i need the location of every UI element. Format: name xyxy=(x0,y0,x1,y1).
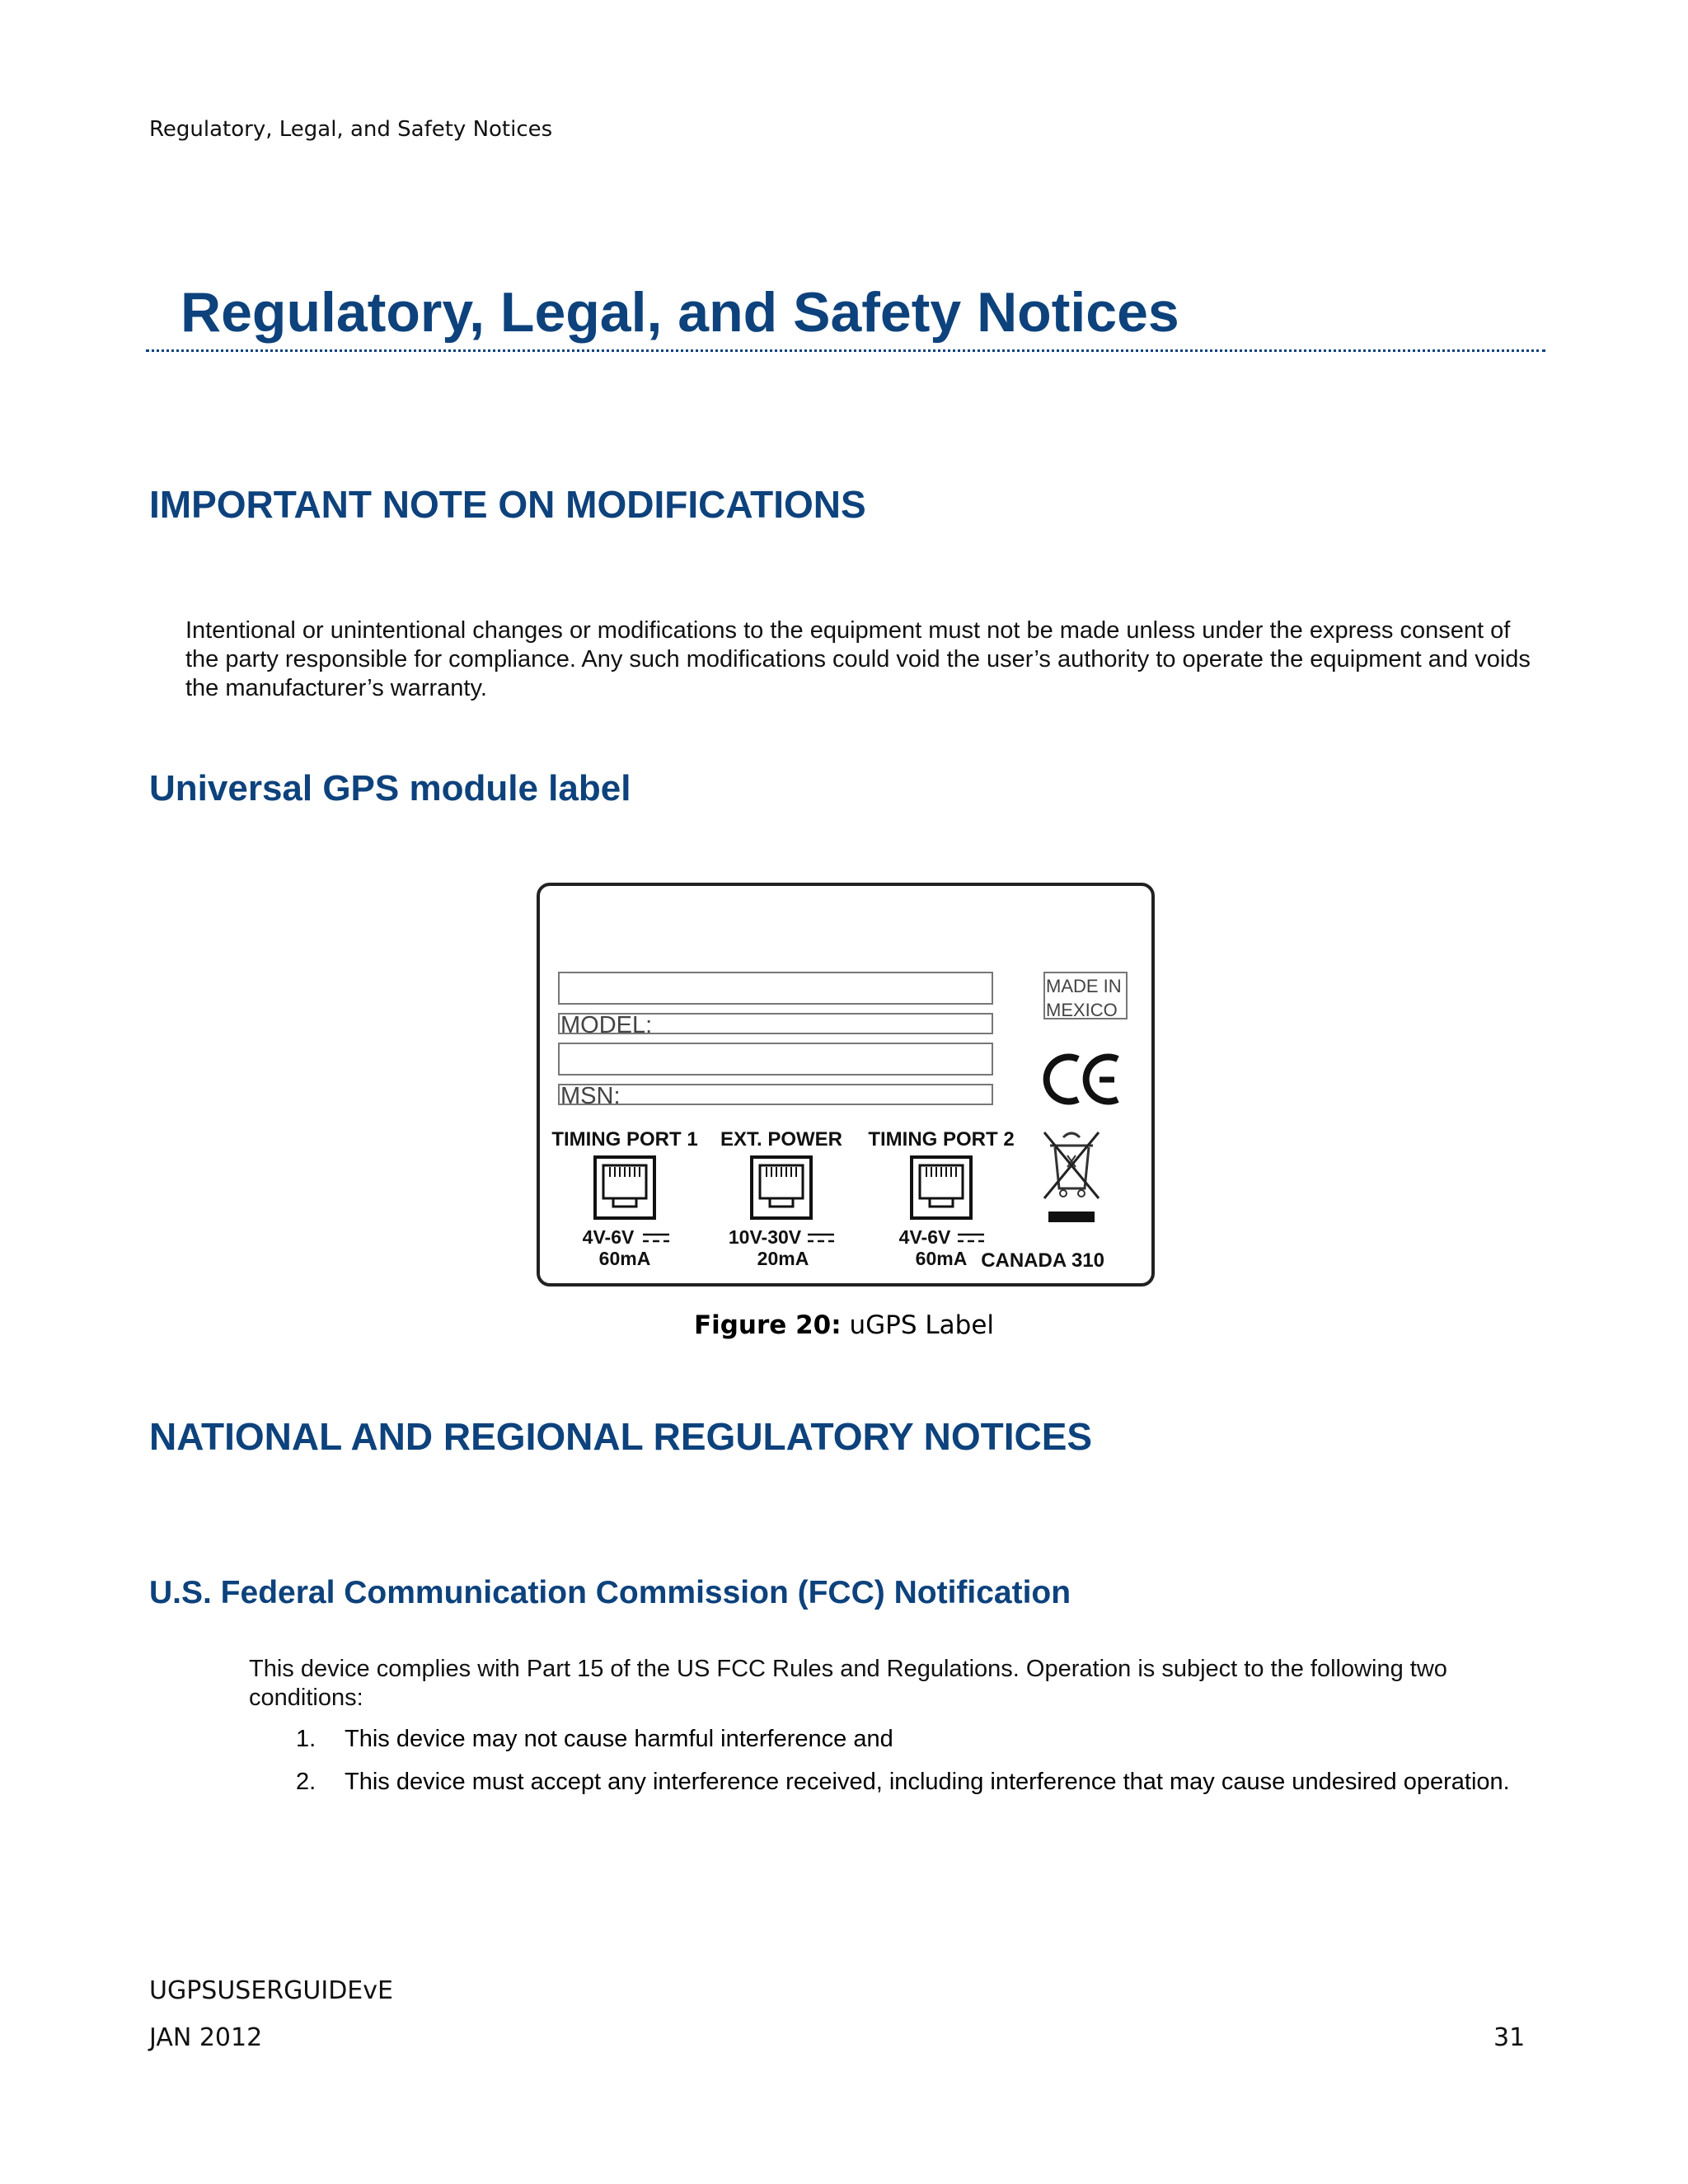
modifications-heading: IMPORTANT NOTE ON MODIFICATIONS xyxy=(149,483,866,526)
label-blank-field-1 xyxy=(559,972,992,1004)
made-in-line2: MEXICO xyxy=(1046,1000,1118,1020)
fcc-heading: U.S. Federal Communication Commission (FCC) Notification xyxy=(149,1575,1071,1610)
figure-caption xyxy=(0,1310,1688,1340)
rj45-port-icon xyxy=(752,1157,811,1218)
port2-name: EXT. POWER xyxy=(720,1128,843,1151)
port1-current: 60mA xyxy=(598,1248,651,1269)
port3-name: TIMING PORT 2 xyxy=(868,1128,1015,1151)
list-item-number: 1. xyxy=(296,1726,316,1752)
port1-voltage: 4V-6V xyxy=(582,1226,635,1248)
chapter-title-rule xyxy=(146,349,1545,352)
made-in-line1: MADE IN xyxy=(1046,976,1122,996)
port2-current: 20mA xyxy=(757,1248,809,1269)
national-notices-heading: NATIONAL AND REGIONAL REGULATORY NOTICES xyxy=(149,1415,1093,1458)
modifications-paragraph: Intentional or unintentional changes or modifications to the equipment must not be made unless under the express consent of the party responsible for compliance. Any such modifications could void the user’s authority to operate the equipment and voids the manufacturer’s warranty. xyxy=(185,617,1531,701)
figure-caption-text: uGPS Label xyxy=(849,1310,995,1340)
msn-label: MSN: xyxy=(560,1083,621,1109)
figure-caption-number: Figure 20: xyxy=(693,1310,842,1340)
fcc-intro: This device complies with Part 15 of the US FCC Rules and Regulations. Operation is subject to the following two conditions: xyxy=(249,1656,1447,1711)
list-item-number: 2. xyxy=(296,1769,316,1795)
rj45-port-icon xyxy=(595,1157,654,1218)
port3-current: 60mA xyxy=(915,1248,968,1269)
list-item xyxy=(249,1725,1535,1754)
canada-code: CANADA 310 xyxy=(981,1249,1104,1272)
gps-label-heading: Universal GPS module label xyxy=(149,768,631,808)
running-header: Regulatory, Legal, and Safety Notices xyxy=(149,117,553,142)
ugps-label-graphic xyxy=(536,882,1156,1287)
label-blank-field-2 xyxy=(559,1043,992,1075)
list-item-text: This device must accept any interference received, including interference that may cause undesired operation. xyxy=(345,1769,1510,1795)
page-number: 31 xyxy=(1493,2023,1526,2052)
msn-field xyxy=(559,1085,992,1104)
chapter-title: Regulatory, Legal, and Safety Notices xyxy=(181,281,1179,344)
port2-voltage: 10V-30V xyxy=(728,1226,802,1248)
model-label: MODEL: xyxy=(560,1012,653,1038)
list-item xyxy=(249,1768,1535,1797)
footer-date: JAN 2012 xyxy=(149,2023,263,2052)
ugps-label-figure xyxy=(536,882,1156,1287)
port3-voltage: 4V-6V xyxy=(898,1226,951,1248)
footer-doc-id: UGPSUSERGUIDEvE xyxy=(149,1976,393,2005)
list-item-text: This device may not cause harmful interference and xyxy=(345,1726,893,1752)
fcc-conditions-list xyxy=(249,1725,1535,1811)
rj45-port-icon xyxy=(912,1157,971,1218)
port1-name: TIMING PORT 1 xyxy=(551,1128,698,1151)
